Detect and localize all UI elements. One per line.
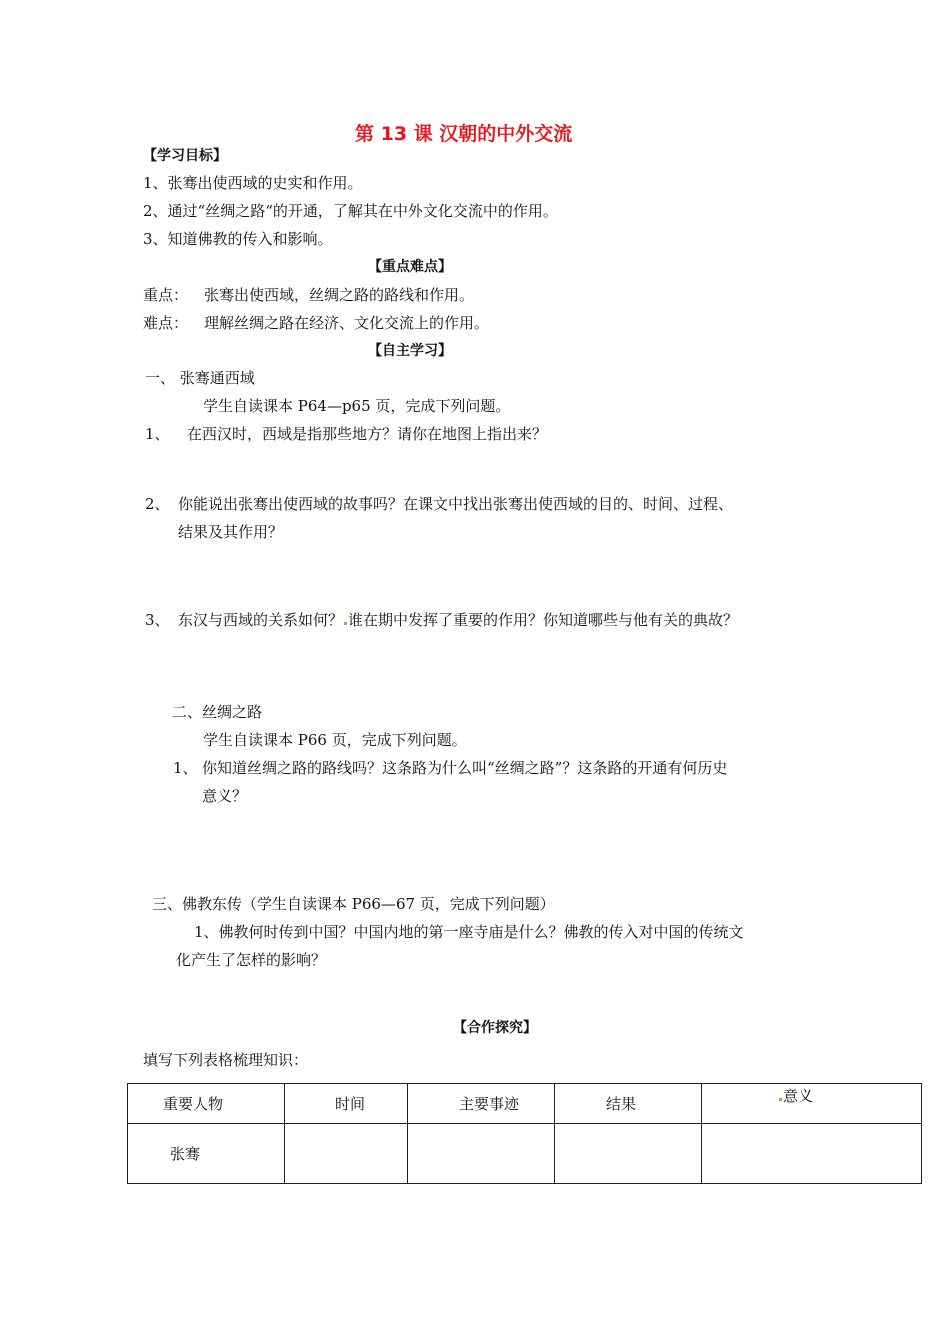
cooperation-instruction: 填写下列表格梳理知识： <box>143 1051 309 1069</box>
objective-item: 3、知道佛教的传入和影响。 <box>143 230 333 248</box>
table-header-row <box>128 1084 922 1124</box>
dot-mark <box>779 1098 782 1101</box>
question-text: 东汉与西域的关系如何？ 谁在期中发挥了重要的作用？你知道哪些与他有关的典故？ <box>178 611 739 629</box>
key-label: 重点： <box>143 286 189 304</box>
difficulty-text: 理解丝绸之路在经济、文化交流上的作用。 <box>204 314 490 332</box>
key-text: 张骞出使西域，丝绸之路的路线和作用。 <box>204 286 475 304</box>
section3-title: 三、佛教东传（学生自读课本 P66—67 页，完成下列问题） <box>152 895 555 913</box>
objective-item: 1、张骞出使西域的史实和作用。 <box>143 174 363 192</box>
table-header-cell: 重要人物 <box>128 1084 285 1124</box>
self-study-heading: 【自主学习】 <box>368 343 452 359</box>
section1-title: 一、 张骞通西域 <box>145 369 255 387</box>
objective-item: 2、通过“丝绸之路“的开通，了解其在中外文化交流中的作用。 <box>143 202 558 220</box>
table-header-cell: 主要事迹 <box>408 1084 555 1124</box>
difficulty-label: 难点： <box>143 314 189 332</box>
question-text: 结果及其作用？ <box>178 523 284 541</box>
question-text: 你能说出张骞出使西域的故事吗？在课文中找出张骞出使西域的目的、时间、过程、 <box>178 495 734 513</box>
table-cell <box>408 1124 555 1184</box>
lesson-title: 第 13 课 汉朝的中外交流 <box>355 123 573 145</box>
table-header-cell: 意义 <box>702 1084 922 1124</box>
table-cell <box>285 1124 408 1184</box>
table-cell <box>555 1124 702 1184</box>
table-cell: 张骞 <box>128 1124 285 1184</box>
table-cell <box>702 1124 922 1184</box>
keypoints-heading: 【重点难点】 <box>368 259 452 275</box>
section2-title: 二、丝绸之路 <box>172 703 263 721</box>
question-number: 2、 <box>145 495 170 513</box>
question-text: 在西汉时，西域是指那些地方？请你在地图上指出来？ <box>187 425 548 443</box>
table-header-cell: 结果 <box>555 1084 702 1124</box>
question-text: 1、佛教何时传到中国？中国内地的第一座寺庙是什么？佛教的传入对中国的传统文 <box>194 923 744 941</box>
table-header-cell: 时间 <box>285 1084 408 1124</box>
summary-table <box>127 1083 922 1184</box>
question-text: 意义？ <box>202 787 248 805</box>
section1-instruction: 学生自读课本 P64—p65 页，完成下列问题。 <box>203 397 511 415</box>
table-row <box>128 1124 922 1184</box>
dot-mark <box>344 622 347 625</box>
cooperation-heading: 【合作探究】 <box>453 1020 537 1036</box>
question-number: 1、 <box>145 425 170 443</box>
question-number: 1、 <box>173 759 198 777</box>
question-text: 你知道丝绸之路的路线吗？这条路为什么叫“丝绸之路”？这条路的开通有何历史 <box>202 759 728 777</box>
question-number: 3、 <box>145 611 170 629</box>
objectives-heading: 【学习目标】 <box>143 148 227 164</box>
question-text: 化产生了怎样的影响？ <box>176 951 327 969</box>
section2-instruction: 学生自读课本 P66 页，完成下列问题。 <box>203 731 467 749</box>
